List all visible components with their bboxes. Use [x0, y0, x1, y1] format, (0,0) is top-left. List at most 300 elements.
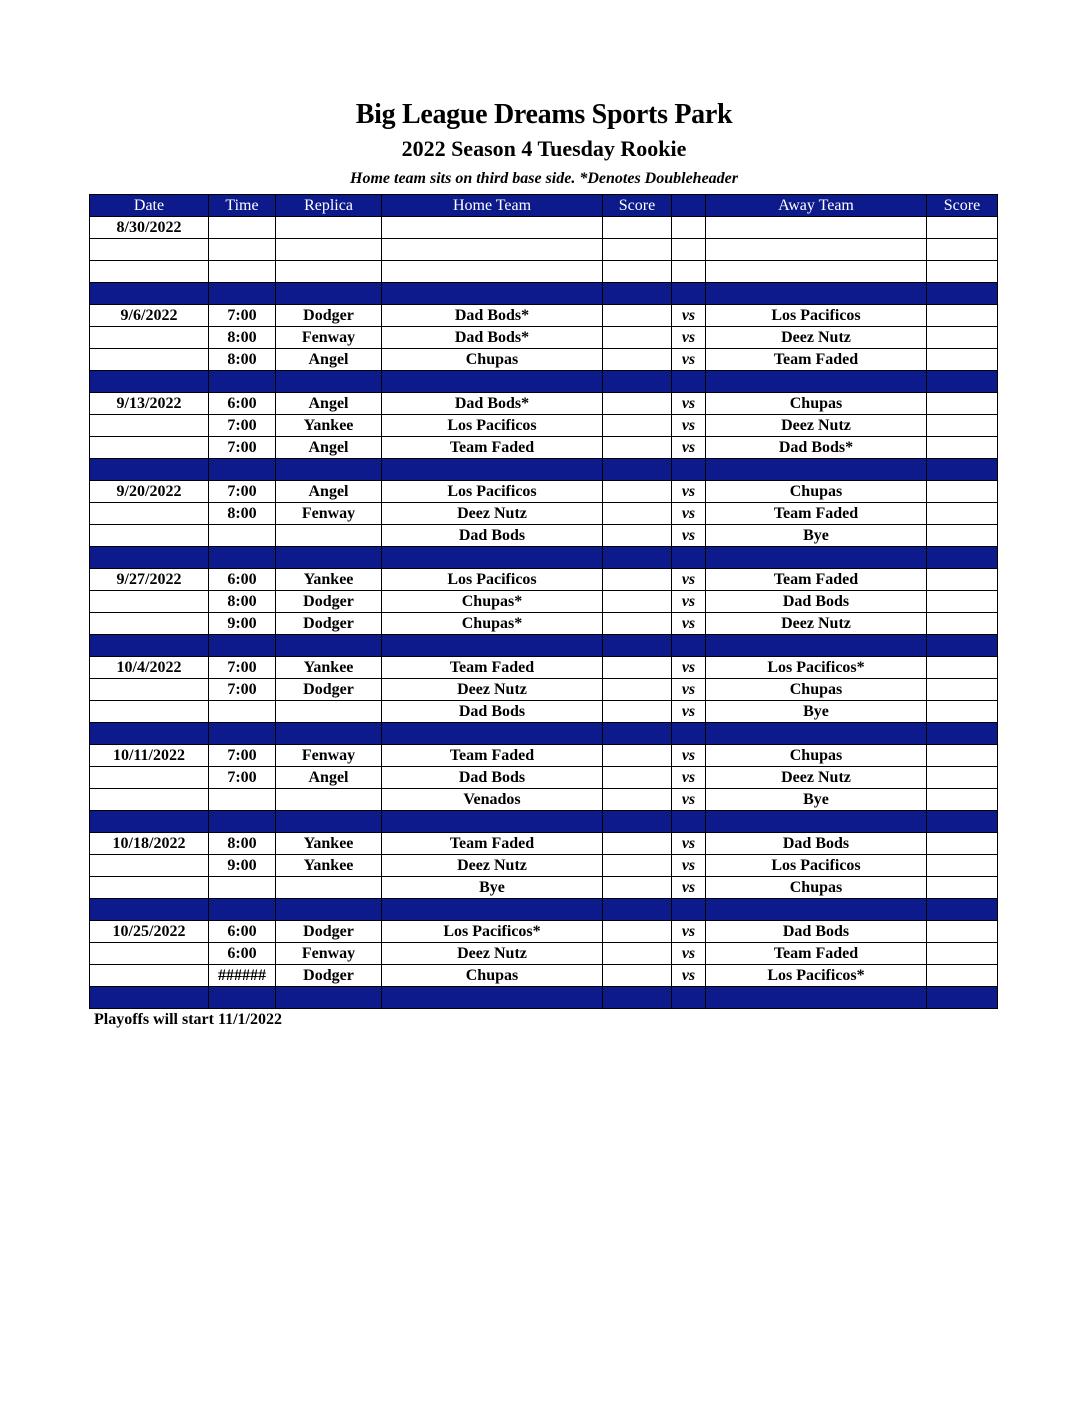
time-cell: 8:00 — [209, 503, 276, 525]
away-score-cell — [927, 767, 998, 789]
away-team-cell: Chupas — [706, 745, 927, 767]
separator-cell — [927, 723, 998, 745]
away-team-cell: Los Pacificos — [706, 855, 927, 877]
home-score-cell — [603, 613, 672, 635]
replica-cell: Angel — [276, 481, 382, 503]
away-team-cell: Dad Bods* — [706, 437, 927, 459]
separator-cell — [209, 283, 276, 305]
replica-cell — [276, 217, 382, 239]
time-cell — [209, 701, 276, 723]
schedule-body — [90, 217, 998, 1009]
separator-cell — [382, 899, 603, 921]
replica-cell: Fenway — [276, 503, 382, 525]
separator-cell — [209, 723, 276, 745]
replica-cell — [276, 261, 382, 283]
home-score-cell — [603, 437, 672, 459]
separator-cell — [90, 371, 209, 393]
away-team-cell: Dad Bods — [706, 921, 927, 943]
table-row — [90, 503, 998, 525]
home-score-cell — [603, 415, 672, 437]
replica-cell: Dodger — [276, 305, 382, 327]
home-score-cell — [603, 305, 672, 327]
schedule-table — [89, 194, 998, 1009]
separator-cell — [276, 811, 382, 833]
week-separator-row — [90, 283, 998, 305]
away-score-cell — [927, 855, 998, 877]
time-cell: 7:00 — [209, 767, 276, 789]
away-score-cell — [927, 525, 998, 547]
date-cell — [90, 503, 209, 525]
separator-cell — [90, 283, 209, 305]
home-score-cell — [603, 261, 672, 283]
vs-cell: vs — [672, 701, 706, 723]
date-cell — [90, 877, 209, 899]
home-team-cell: Los Pacificos — [382, 415, 603, 437]
separator-cell — [276, 635, 382, 657]
table-row — [90, 261, 998, 283]
vs-cell: vs — [672, 943, 706, 965]
time-cell: 8:00 — [209, 833, 276, 855]
time-cell — [209, 217, 276, 239]
separator-cell — [209, 547, 276, 569]
separator-cell — [927, 635, 998, 657]
time-cell: 7:00 — [209, 305, 276, 327]
replica-cell: Yankee — [276, 833, 382, 855]
away-team-cell: Los Pacificos* — [706, 657, 927, 679]
away-score-cell — [927, 789, 998, 811]
replica-cell: Angel — [276, 767, 382, 789]
date-cell: 10/25/2022 — [90, 921, 209, 943]
time-cell: 6:00 — [209, 393, 276, 415]
replica-cell: Fenway — [276, 943, 382, 965]
time-cell: 6:00 — [209, 943, 276, 965]
vs-cell: vs — [672, 657, 706, 679]
replica-cell: Fenway — [276, 745, 382, 767]
home-team-cell: Dad Bods — [382, 767, 603, 789]
time-cell — [209, 239, 276, 261]
vs-cell: vs — [672, 305, 706, 327]
separator-cell — [706, 459, 927, 481]
home-score-cell — [603, 569, 672, 591]
separator-cell — [90, 811, 209, 833]
away-score-cell — [927, 239, 998, 261]
header-away-team: Away Team — [706, 195, 927, 217]
separator-cell — [382, 459, 603, 481]
date-cell — [90, 349, 209, 371]
replica-cell: Angel — [276, 393, 382, 415]
away-team-cell: Deez Nutz — [706, 327, 927, 349]
home-team-cell: Team Faded — [382, 745, 603, 767]
home-team-cell — [382, 261, 603, 283]
home-team-cell: Chupas* — [382, 591, 603, 613]
vs-cell: vs — [672, 877, 706, 899]
home-team-cell: Dad Bods — [382, 701, 603, 723]
header-home-score: Score — [603, 195, 672, 217]
home-score-cell — [603, 745, 672, 767]
separator-cell — [672, 283, 706, 305]
vs-cell: vs — [672, 349, 706, 371]
playoffs-note: Playoffs will start 11/1/2022 — [94, 1011, 282, 1028]
vs-cell: vs — [672, 613, 706, 635]
table-row — [90, 943, 998, 965]
separator-cell — [706, 723, 927, 745]
table-row — [90, 833, 998, 855]
table-row — [90, 327, 998, 349]
date-cell: 10/18/2022 — [90, 833, 209, 855]
time-cell: ###### — [209, 965, 276, 987]
vs-cell: vs — [672, 679, 706, 701]
separator-cell — [276, 371, 382, 393]
away-score-cell — [927, 327, 998, 349]
vs-cell: vs — [672, 833, 706, 855]
date-cell — [90, 327, 209, 349]
time-cell — [209, 525, 276, 547]
separator-cell — [927, 547, 998, 569]
date-cell: 8/30/2022 — [90, 217, 209, 239]
separator-cell — [209, 371, 276, 393]
separator-cell — [382, 635, 603, 657]
home-team-cell: Dad Bods* — [382, 327, 603, 349]
table-row — [90, 965, 998, 987]
vs-cell — [672, 261, 706, 283]
separator-cell — [672, 547, 706, 569]
table-row — [90, 525, 998, 547]
replica-cell: Dodger — [276, 679, 382, 701]
table-header-row — [90, 195, 998, 217]
separator-cell — [276, 899, 382, 921]
replica-cell: Dodger — [276, 965, 382, 987]
away-team-cell: Deez Nutz — [706, 415, 927, 437]
home-score-cell — [603, 393, 672, 415]
table-row — [90, 855, 998, 877]
away-team-cell: Dad Bods — [706, 833, 927, 855]
home-team-cell: Deez Nutz — [382, 503, 603, 525]
away-team-cell: Bye — [706, 525, 927, 547]
table-row — [90, 569, 998, 591]
date-cell: 9/20/2022 — [90, 481, 209, 503]
home-team-cell: Deez Nutz — [382, 855, 603, 877]
table-row — [90, 437, 998, 459]
home-team-cell: Los Pacificos* — [382, 921, 603, 943]
separator-cell — [927, 987, 998, 1009]
replica-cell — [276, 877, 382, 899]
home-team-cell — [382, 239, 603, 261]
table-row — [90, 767, 998, 789]
table-row — [90, 415, 998, 437]
separator-cell — [706, 635, 927, 657]
away-score-cell — [927, 569, 998, 591]
home-score-cell — [603, 855, 672, 877]
vs-cell: vs — [672, 767, 706, 789]
table-row — [90, 305, 998, 327]
date-cell: 9/27/2022 — [90, 569, 209, 591]
table-row — [90, 745, 998, 767]
home-team-cell: Deez Nutz — [382, 943, 603, 965]
separator-cell — [672, 811, 706, 833]
week-separator-row — [90, 723, 998, 745]
table-row — [90, 613, 998, 635]
replica-cell: Yankee — [276, 415, 382, 437]
separator-cell — [90, 547, 209, 569]
date-cell — [90, 943, 209, 965]
header-replica: Replica — [276, 195, 382, 217]
away-team-cell: Los Pacificos* — [706, 965, 927, 987]
separator-cell — [90, 987, 209, 1009]
header-vs — [672, 195, 706, 217]
separator-cell — [927, 811, 998, 833]
time-cell: 9:00 — [209, 855, 276, 877]
away-score-cell — [927, 261, 998, 283]
replica-cell — [276, 525, 382, 547]
home-score-cell — [603, 217, 672, 239]
away-team-cell: Chupas — [706, 481, 927, 503]
week-separator-row — [90, 987, 998, 1009]
replica-cell: Fenway — [276, 327, 382, 349]
vs-cell: vs — [672, 591, 706, 613]
away-score-cell — [927, 965, 998, 987]
replica-cell: Angel — [276, 349, 382, 371]
away-team-cell: Team Faded — [706, 503, 927, 525]
away-score-cell — [927, 217, 998, 239]
away-team-cell: Bye — [706, 701, 927, 723]
away-team-cell: Chupas — [706, 679, 927, 701]
vs-cell: vs — [672, 745, 706, 767]
home-score-cell — [603, 877, 672, 899]
separator-cell — [603, 635, 672, 657]
home-team-cell: Team Faded — [382, 657, 603, 679]
away-team-cell — [706, 217, 927, 239]
home-team-cell: Chupas — [382, 965, 603, 987]
home-score-cell — [603, 701, 672, 723]
home-score-cell — [603, 327, 672, 349]
home-score-cell — [603, 833, 672, 855]
separator-cell — [672, 371, 706, 393]
separator-cell — [603, 459, 672, 481]
away-score-cell — [927, 393, 998, 415]
replica-cell: Dodger — [276, 591, 382, 613]
time-cell: 8:00 — [209, 591, 276, 613]
time-cell — [209, 789, 276, 811]
away-score-cell — [927, 833, 998, 855]
away-score-cell — [927, 305, 998, 327]
separator-cell — [927, 283, 998, 305]
away-team-cell: Los Pacificos — [706, 305, 927, 327]
away-score-cell — [927, 503, 998, 525]
separator-cell — [209, 635, 276, 657]
vs-cell: vs — [672, 393, 706, 415]
separator-cell — [209, 459, 276, 481]
away-team-cell: Team Faded — [706, 349, 927, 371]
away-score-cell — [927, 415, 998, 437]
home-score-cell — [603, 349, 672, 371]
table-row — [90, 657, 998, 679]
separator-cell — [706, 547, 927, 569]
home-team-cell: Team Faded — [382, 437, 603, 459]
away-team-cell: Bye — [706, 789, 927, 811]
separator-cell — [209, 899, 276, 921]
table-row — [90, 679, 998, 701]
table-row — [90, 877, 998, 899]
separator-cell — [927, 371, 998, 393]
home-team-cell: Bye — [382, 877, 603, 899]
home-score-cell — [603, 503, 672, 525]
separator-cell — [90, 635, 209, 657]
replica-cell — [276, 239, 382, 261]
separator-cell — [706, 899, 927, 921]
home-score-cell — [603, 239, 672, 261]
separator-cell — [209, 987, 276, 1009]
away-team-cell: Chupas — [706, 393, 927, 415]
date-cell — [90, 437, 209, 459]
date-cell: 9/6/2022 — [90, 305, 209, 327]
separator-cell — [706, 987, 927, 1009]
home-score-cell — [603, 921, 672, 943]
time-cell: 8:00 — [209, 327, 276, 349]
away-score-cell — [927, 877, 998, 899]
away-team-cell: Chupas — [706, 877, 927, 899]
separator-cell — [927, 899, 998, 921]
table-row — [90, 481, 998, 503]
home-team-cell: Venados — [382, 789, 603, 811]
vs-cell: vs — [672, 327, 706, 349]
separator-cell — [276, 723, 382, 745]
away-score-cell — [927, 679, 998, 701]
replica-cell: Yankee — [276, 569, 382, 591]
separator-cell — [90, 459, 209, 481]
separator-cell — [672, 723, 706, 745]
date-cell: 9/13/2022 — [90, 393, 209, 415]
away-score-cell — [927, 481, 998, 503]
date-cell — [90, 965, 209, 987]
replica-cell — [276, 789, 382, 811]
away-score-cell — [927, 349, 998, 371]
vs-cell: vs — [672, 921, 706, 943]
away-score-cell — [927, 943, 998, 965]
table-row — [90, 591, 998, 613]
separator-cell — [927, 459, 998, 481]
date-cell: 10/4/2022 — [90, 657, 209, 679]
table-row — [90, 789, 998, 811]
date-cell — [90, 239, 209, 261]
separator-cell — [603, 283, 672, 305]
away-score-cell — [927, 921, 998, 943]
separator-cell — [603, 811, 672, 833]
home-team-cell: Team Faded — [382, 833, 603, 855]
away-score-cell — [927, 745, 998, 767]
time-cell: 8:00 — [209, 349, 276, 371]
separator-cell — [603, 371, 672, 393]
header-date: Date — [90, 195, 209, 217]
table-row — [90, 239, 998, 261]
separator-cell — [90, 723, 209, 745]
table-row — [90, 921, 998, 943]
away-score-cell — [927, 657, 998, 679]
separator-cell — [672, 987, 706, 1009]
separator-cell — [276, 283, 382, 305]
header-away-score: Score — [927, 195, 998, 217]
date-cell — [90, 261, 209, 283]
home-team-cell: Chupas* — [382, 613, 603, 635]
table-row — [90, 393, 998, 415]
time-cell — [209, 261, 276, 283]
vs-cell: vs — [672, 855, 706, 877]
date-cell — [90, 701, 209, 723]
away-team-cell — [706, 261, 927, 283]
away-score-cell — [927, 437, 998, 459]
time-cell: 7:00 — [209, 481, 276, 503]
time-cell: 7:00 — [209, 657, 276, 679]
schedule-note: Home team sits on third base side. *Denotes Doubleheader — [350, 170, 738, 187]
home-team-cell: Deez Nutz — [382, 679, 603, 701]
time-cell: 9:00 — [209, 613, 276, 635]
date-cell — [90, 789, 209, 811]
vs-cell — [672, 239, 706, 261]
vs-cell: vs — [672, 503, 706, 525]
date-cell — [90, 855, 209, 877]
home-score-cell — [603, 525, 672, 547]
separator-cell — [382, 283, 603, 305]
separator-cell — [706, 371, 927, 393]
home-score-cell — [603, 481, 672, 503]
replica-cell: Yankee — [276, 657, 382, 679]
separator-cell — [382, 547, 603, 569]
away-team-cell — [706, 239, 927, 261]
time-cell: 6:00 — [209, 921, 276, 943]
table-row — [90, 701, 998, 723]
home-score-cell — [603, 679, 672, 701]
home-team-cell: Chupas — [382, 349, 603, 371]
separator-cell — [603, 547, 672, 569]
home-score-cell — [603, 789, 672, 811]
away-score-cell — [927, 591, 998, 613]
separator-cell — [276, 987, 382, 1009]
away-team-cell: Deez Nutz — [706, 613, 927, 635]
header-home-team: Home Team — [382, 195, 603, 217]
home-team-cell: Dad Bods* — [382, 393, 603, 415]
away-team-cell: Dad Bods — [706, 591, 927, 613]
replica-cell — [276, 701, 382, 723]
replica-cell: Dodger — [276, 921, 382, 943]
separator-cell — [382, 371, 603, 393]
separator-cell — [276, 547, 382, 569]
away-score-cell — [927, 613, 998, 635]
separator-cell — [603, 723, 672, 745]
home-score-cell — [603, 943, 672, 965]
week-separator-row — [90, 547, 998, 569]
separator-cell — [603, 899, 672, 921]
header-time: Time — [209, 195, 276, 217]
separator-cell — [672, 459, 706, 481]
separator-cell — [672, 635, 706, 657]
week-separator-row — [90, 899, 998, 921]
vs-cell: vs — [672, 525, 706, 547]
vs-cell: vs — [672, 437, 706, 459]
date-cell — [90, 415, 209, 437]
separator-cell — [672, 899, 706, 921]
vs-cell: vs — [672, 415, 706, 437]
vs-cell — [672, 217, 706, 239]
date-cell — [90, 525, 209, 547]
time-cell: 7:00 — [209, 679, 276, 701]
page-subtitle: 2022 Season 4 Tuesday Rookie — [401, 136, 687, 161]
date-cell — [90, 591, 209, 613]
date-cell: 10/11/2022 — [90, 745, 209, 767]
vs-cell: vs — [672, 789, 706, 811]
home-team-cell: Los Pacificos — [382, 481, 603, 503]
week-separator-row — [90, 459, 998, 481]
vs-cell: vs — [672, 569, 706, 591]
separator-cell — [382, 987, 603, 1009]
